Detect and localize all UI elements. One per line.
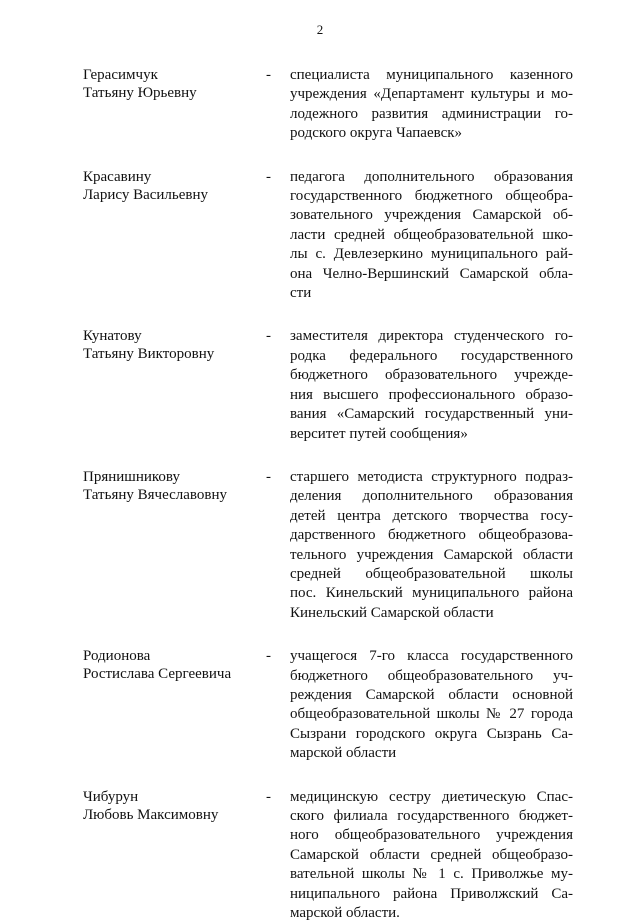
person-name (83, 168, 266, 304)
dash-separator: - (266, 168, 271, 185)
given-names: Татьяну Юрьевну (83, 85, 197, 101)
description-line: Сызрани городского округа Сызрань Са- (290, 725, 573, 742)
description-line: общеобразовательной школы № 27 города (290, 706, 573, 723)
description-line: Самарской области средней общеобразо- (290, 846, 573, 863)
person-name (83, 66, 266, 144)
given-names: Татьяну Викторовну (83, 346, 215, 363)
person-name (83, 327, 266, 443)
dash-separator: - (266, 67, 271, 83)
person-name (83, 468, 266, 623)
list-item (83, 168, 573, 304)
description-line: вания «Самарский государственный уни- (290, 406, 573, 423)
description-line: специалиста муниципального казенного (290, 67, 573, 83)
description-line: верситет путей сообщения» (290, 425, 468, 442)
person-name (83, 647, 266, 763)
description-line: родского округа Чапаевск» (290, 125, 463, 142)
list-item (83, 788, 573, 923)
dash-separator: - (266, 328, 271, 345)
surname: Родионова (83, 648, 151, 665)
description-line: Кинельский Самарской области (290, 604, 494, 621)
given-names: Татьяну Вячеславовну (83, 486, 228, 503)
description-line: дарственного бюджетного общеобразова- (290, 527, 573, 544)
list-item (83, 327, 573, 443)
position-description (290, 647, 573, 763)
surname: Прянишникову (83, 468, 180, 485)
description-line: родка федерального государственного (290, 347, 573, 364)
description-line: учреждения «Департамент культуры и мо- (290, 86, 573, 103)
dash-separator: - (266, 648, 271, 665)
description-line: бюджетного образовательного учрежде- (290, 367, 573, 384)
position-description (290, 168, 573, 304)
description-line: заместителя директора студенческого го- (290, 328, 573, 345)
surname: Кунатову (83, 328, 142, 345)
page-number: 2 (316, 22, 324, 37)
position-description (290, 66, 573, 144)
description-line: марской области (290, 745, 397, 762)
description-line: реждения Самарской области основной (290, 686, 573, 703)
list-item (83, 66, 573, 144)
surname: Герасимчук (83, 67, 158, 83)
person-name (83, 788, 266, 923)
position-description (290, 468, 573, 623)
dash-separator: - (266, 468, 271, 485)
list-item (83, 468, 573, 623)
description-line: учащегося 7-го класса государственного (290, 648, 573, 665)
appointee-list (83, 66, 573, 923)
description-line: лодежного развития администрации го- (290, 105, 573, 122)
description-line: ного общеобразовательного учреждения (290, 827, 573, 844)
description-line: детей центра детского творчества госу- (290, 507, 573, 524)
given-names: Ростислава Сергеевича (83, 666, 232, 683)
description-line: лы с. Девлезеркино муниципального рай- (290, 246, 573, 263)
list-item (83, 647, 573, 763)
description-line: тельного учреждения Самарской области (290, 546, 573, 563)
description-line: медицинскую сестру диетическую Спас- (290, 788, 573, 805)
given-names: Любовь Максимовну (83, 806, 219, 823)
description-line: марской области. (290, 905, 400, 922)
description-line: ского филиала государственного бюджет- (290, 808, 573, 824)
given-names: Ларису Васильевну (83, 186, 209, 203)
position-description (290, 788, 573, 923)
description-line: государственного бюджетного общеобра- (290, 188, 573, 205)
description-line: зовательного учреждения Самарской об- (290, 207, 573, 224)
description-line: вательной школы № 1 с. Приволжье му- (290, 866, 573, 883)
description-line: она Челно-Вершинский Самарской обла- (290, 265, 573, 282)
description-line: ниципального района Приволжский Са- (290, 885, 573, 902)
description-line: пос. Кинельский муниципального района (290, 585, 573, 602)
description-line: старшего методиста структурного подраз- (290, 468, 573, 485)
dash-separator: - (266, 788, 271, 805)
description-line: деления дополнительного образования (290, 488, 573, 505)
description-line: ласти средней общеобразовательной шко- (290, 226, 573, 243)
description-line: бюджетного общеобразовательного уч- (290, 667, 573, 684)
surname: Красавину (83, 168, 152, 185)
description-line: ния высшего профессионального образо- (290, 386, 573, 403)
description-line: средней общеобразовательной школы (290, 565, 573, 582)
description-line: сти (290, 285, 312, 302)
position-description (290, 327, 573, 443)
surname: Чибурун (83, 788, 139, 805)
description-line: педагога дополнительного образования (290, 168, 573, 185)
